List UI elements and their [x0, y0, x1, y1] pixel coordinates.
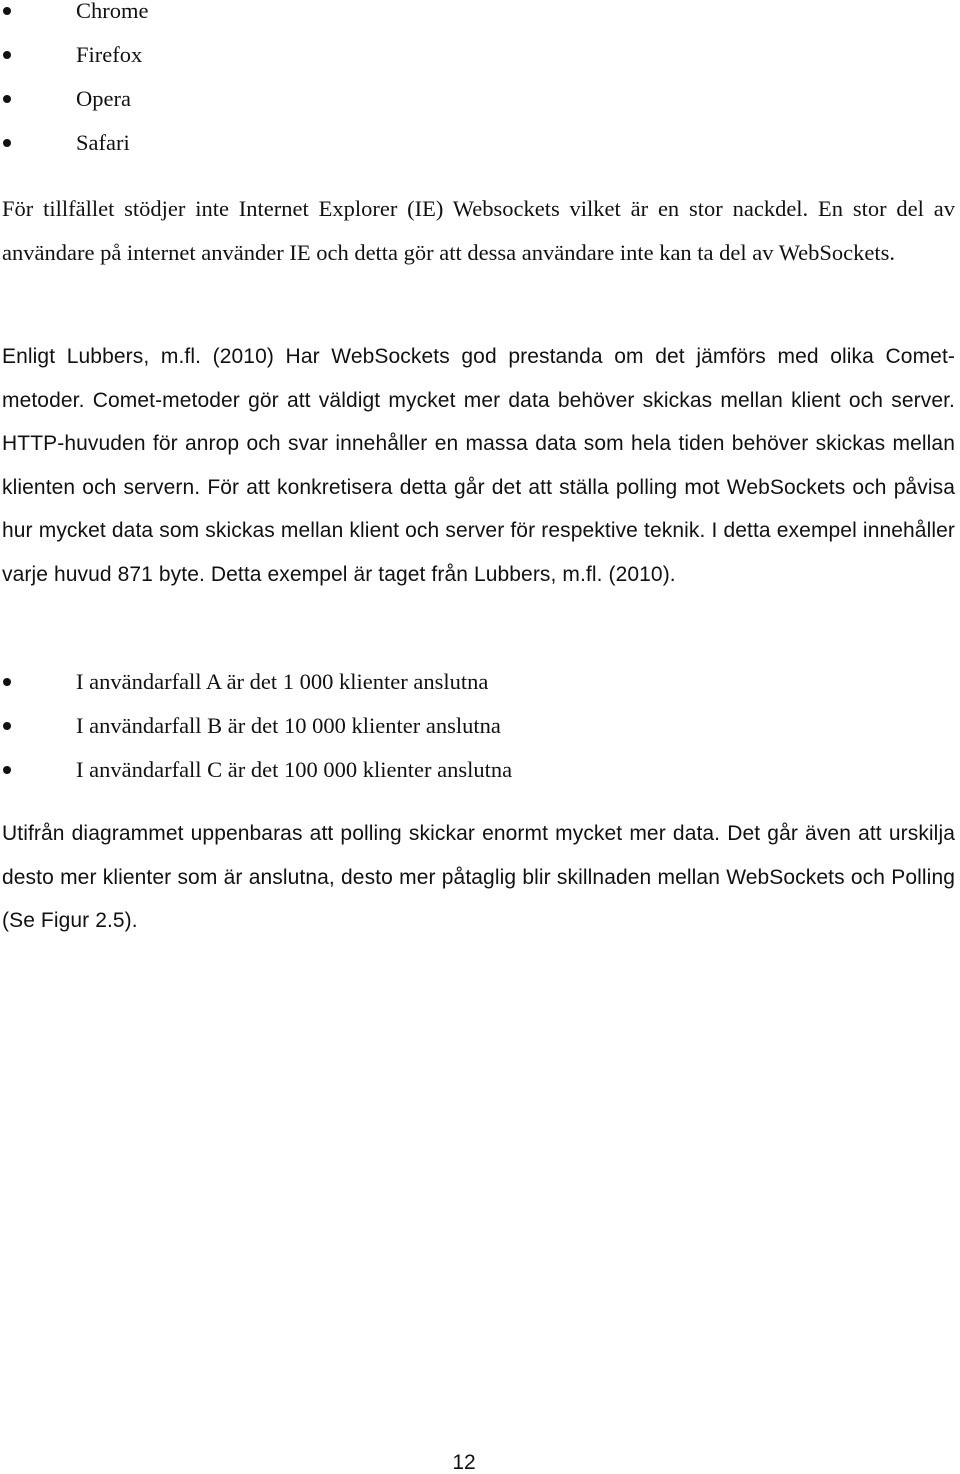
- paragraph-lubbers-comparison: Enligt Lubbers, m.fl. (2010) Har WebSockets god prestanda om det jämförs med olika Comet-metoder. Comet-metoder gör att väldigt mycket mer data behöver skickas mellan klient och server. HTTP-huvuden för anrop och svar innehåller en massa data som hela tiden behöver skickas mellan klienten och servern. För att konkretisera detta går det att ställa polling mot WebSockets och påvisa hur mycket data som skickas mellan klient och server för respektive teknik. I detta exempel innehåller varje huvud 871 byte. Detta exempel är taget från Lubbers, m.fl. (2010).: [2, 345, 955, 586]
- bullet-icon: [3, 139, 11, 147]
- bullet-icon: [3, 95, 11, 103]
- list-item-text: I användarfall B är det 10 000 klienter anslutna: [76, 713, 501, 738]
- list-item: [0, 759, 960, 803]
- list-item-text: Chrome: [76, 0, 149, 23]
- list-item-text: I användarfall A är det 1 000 klienter anslutna: [76, 669, 489, 694]
- list-item: [0, 715, 960, 759]
- paragraph-diagram-conclusion: Utifrån diagrammet uppenbaras att polling skickar enormt mycket mer data. Det går även att urskilja desto mer klienter som är anslutna, desto mer påtaglig blir skillnaden mellan WebSockets och Polling (Se Figur 2.5).: [2, 822, 955, 932]
- bullet-icon: [3, 7, 11, 15]
- bullet-icon: [3, 766, 11, 774]
- list-item-text: Safari: [76, 130, 130, 155]
- list-item: [0, 132, 960, 176]
- page-number: 12: [452, 1451, 476, 1474]
- list-item: [0, 88, 960, 132]
- bullet-icon: [3, 722, 11, 730]
- browser-list: [0, 0, 960, 176]
- paragraph-ie-support: För tillfället stödjer inte Internet Explorer (IE) Websockets vilket är en stor nackdel. En stor del av användare på internet använder IE och detta gör att dessa användare inte kan ta del av WebSockets.: [2, 196, 955, 265]
- list-item: [0, 671, 960, 715]
- bullet-icon: [3, 678, 11, 686]
- list-item: [0, 44, 960, 88]
- use-case-list: [0, 671, 960, 803]
- list-item: [0, 0, 960, 44]
- list-item-text: Firefox: [76, 42, 143, 67]
- list-item-text: Opera: [76, 86, 131, 111]
- bullet-icon: [3, 51, 11, 59]
- list-item-text: I användarfall C är det 100 000 klienter anslutna: [76, 757, 513, 782]
